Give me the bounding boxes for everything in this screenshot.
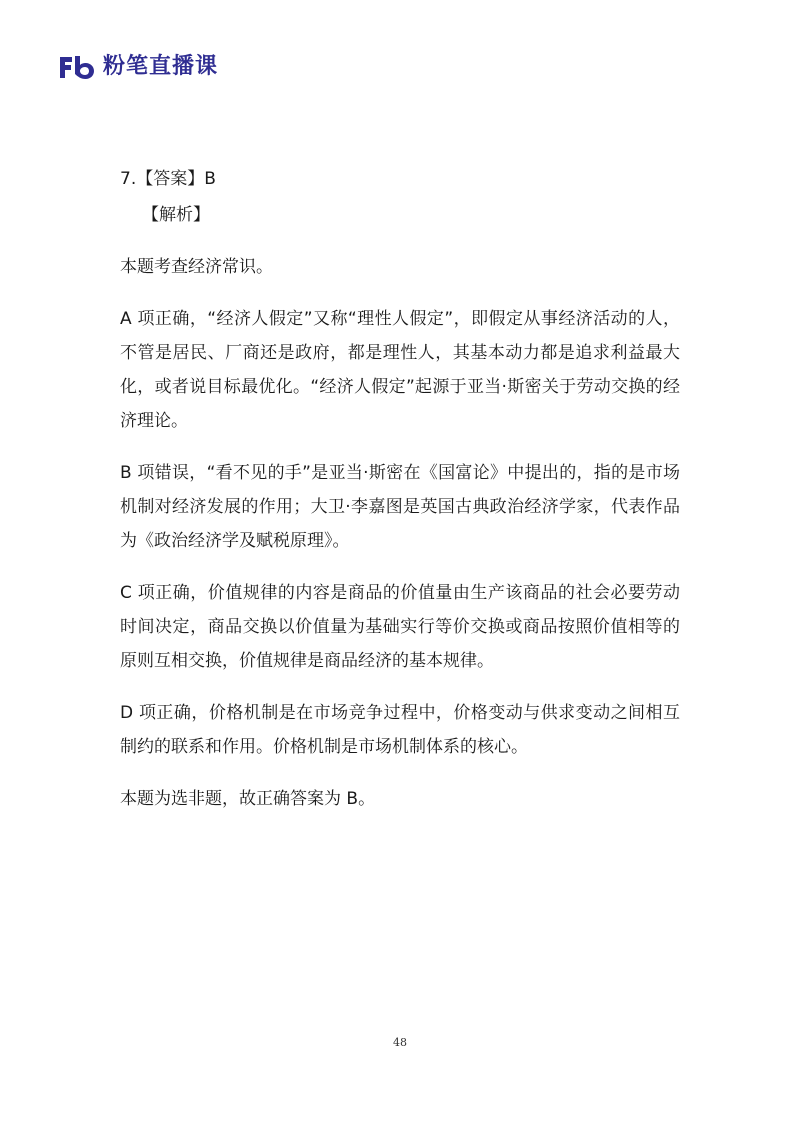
option-b-paragraph: B 项错误，“看不见的手”是亚当·斯密在《国富论》中提出的，指的是市场机制对经济发展的作用；大卫·李嘉图是英国古典政治经济学家，代表作品为《政治经济学及赋税原理》。 [120, 463, 680, 551]
answer-content [120, 162, 680, 816]
question-answer-title: 7.【答案】B [120, 169, 216, 189]
conclusion: 本题为选非题，故正确答案为 B。 [120, 789, 376, 809]
option-c-paragraph: C 项正确，价值规律的内容是商品的价值量由生产该商品的社会必要劳动时间决定，商品交换以价值量为基础实行等价交换或商品按照价值相等的原则互相交换，价值规律是商品经济的基本规律。 [120, 583, 680, 671]
analysis-intro: 本题考查经济常识。 [120, 257, 273, 277]
option-a-paragraph: A 项正确，“经济人假定”又称“理性人假定”，即假定从事经济活动的人，不管是居民、厂商还是政府，都是理性人，其基本动力都是追求利益最大化，或者说目标最优化。“经济人假定”起源于亚当·斯密关于劳动交换的经济理论。 [120, 309, 680, 431]
option-d-paragraph: D 项正确，价格机制是在市场竞争过程中，价格变动与供求变动之间相互制约的联系和作用。价格机制是市场机制体系的核心。 [120, 703, 680, 757]
brand-name: 粉笔直播课 [103, 54, 219, 79]
page-number: 48 [393, 1036, 407, 1049]
analysis-label: 【解析】 [142, 205, 210, 225]
header [57, 52, 218, 82]
fb-logo-icon [57, 53, 97, 81]
